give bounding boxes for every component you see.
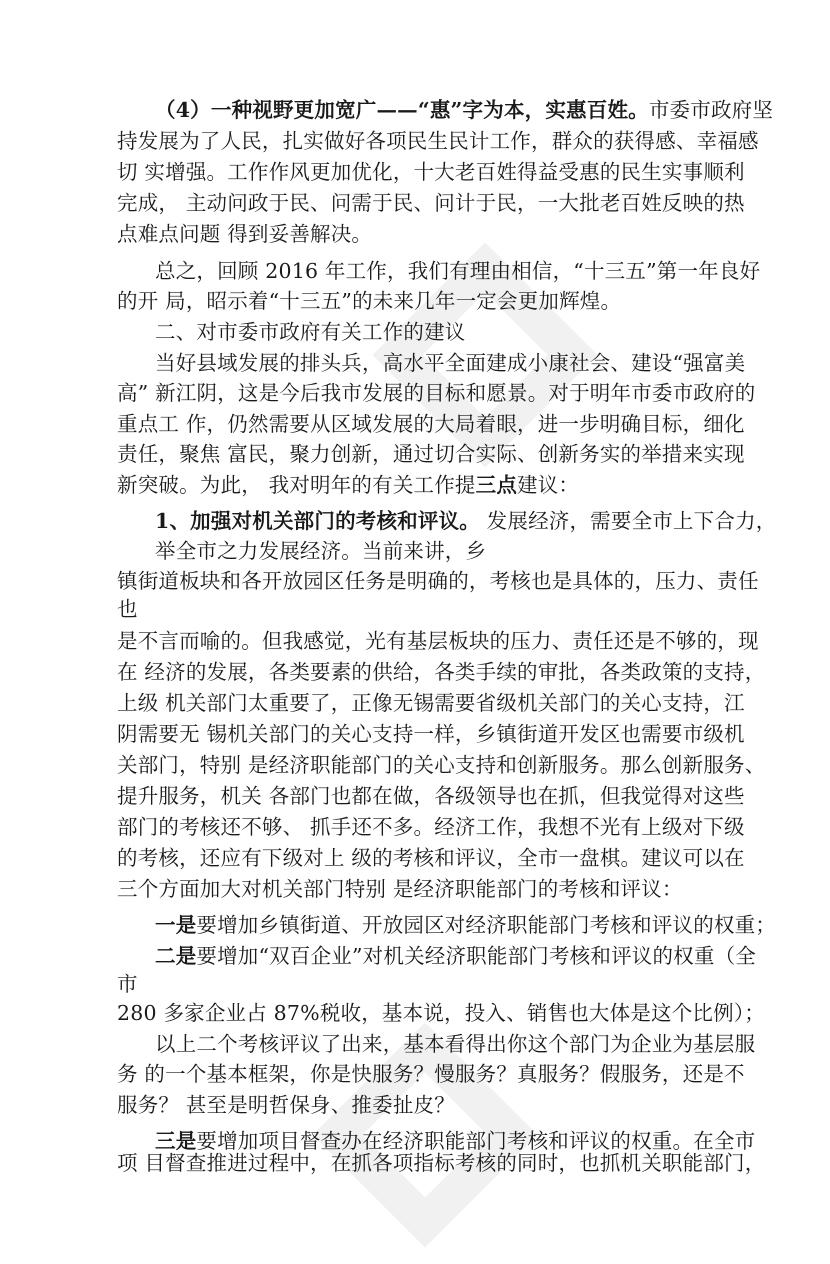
text-line: 持发展为了人民，扎实做好各项民生民计工作，群众的获得感、幸福感 (117, 129, 759, 153)
bold-heading: 1、加强对机关部门的考核和评议。 (155, 509, 480, 533)
text-line: 责任，聚焦 富民，聚力创新，通过切合实际、创新务实的举措来实现 (117, 442, 745, 466)
text-line: 上级 机关部门太重要了，正像无锡需要省级机关部门的关心支持，江 (117, 691, 745, 715)
text-line: 以上二个考核评议了出来，基本看得出你这个部门为企业为基层服 (155, 1032, 756, 1056)
text-line: 务 的一个基本框架，你是快服务？慢服务？真服务？假服务，还是不 (117, 1062, 745, 1086)
text-line: 项 目督查推进过程中，在抓各项指标考核的同时，也抓机关职能部门， (117, 1151, 766, 1175)
text-line: 的考核，还应有下级对上 级的考核和评议，全市一盘棋。建议可以在 (117, 846, 745, 870)
text-line: 完成， 主动问政于民、问需于民、问计于民，一大批老百姓反映的热 (117, 191, 745, 215)
text-line: 阴需要无 锡机关部门的关心支持一样，乡镇街道开发区也需要市级机 (117, 722, 745, 746)
text-line: 三是要增加项目督查办在经济职能部门考核和评议的权重。在全市 (155, 1129, 756, 1153)
text-line: 高” 新江阴，这是今后我市发展的目标和愿景。对于明年市委市政府的 (117, 381, 756, 405)
text-line: 关部门，特别 是经济职能部门的关心支持和创新服务。那么创新服务、 (117, 753, 766, 777)
text-line: 二是要增加“双百企业”对机关经济职能部门考核和评议的权重（全 (155, 944, 756, 968)
bold-lead: 三是 (155, 1129, 197, 1153)
text-line: 镇街道板块和各开放园区任务是明确的，考核也是具体的，压力、责任 (117, 569, 759, 593)
text-line: 新突破。为此， 我对明年的有关工作提三点建议： (117, 473, 580, 497)
bold-lead: 二是 (155, 944, 197, 968)
text-line: （4）一种视野更加宽广——“惠”字为本，实惠百姓。市委市政府坚 (155, 98, 774, 122)
text-line: 举全市之力发展经济。当前来讲，乡 (155, 539, 487, 563)
bold-heading: （4）一种视野更加宽广——“惠”字为本，实惠百姓。 (155, 98, 649, 122)
text-line: 点难点问题 得到妥善解决。 (117, 222, 373, 246)
text-line: 的开 局，昭示着“十三五”的未来几年一定会更加辉煌。 (117, 289, 622, 313)
text-line: 在 经济的发展，各类要素的供给，各类手续的审批，各类政策的支持， (117, 660, 766, 684)
text-line: 重点工 作，仍然需要从区域发展的大局着眼，进一步明确目标，细化 (117, 412, 745, 436)
text-line: 是不言而喻的。但我感觉，光有基层板块的压力、责任还是不够的，现 (117, 629, 759, 653)
section-heading: 二、对市委市政府有关工作的建议 (155, 320, 466, 344)
text-line: 部门的考核还不够、 抓手还不多。经济工作，我想不光有上级对下级 (117, 815, 745, 839)
text-line: 当好县域发展的排头兵，高水平全面建成小康社会、建设“强富美 (155, 351, 746, 375)
bold-lead: 一是 (155, 913, 197, 937)
text-line: 也 (117, 597, 138, 621)
text-line: 三个方面加大对机关部门特别 是经济职能部门的考核和评议： (117, 877, 683, 901)
text-line: 市 (117, 972, 138, 996)
text-line: 切 实增强。工作作风更加优化，十大老百姓得益受惠的民生实事顺利 (117, 160, 745, 184)
text-line: 1、加强对机关部门的考核和评议。 发展经济，需要全市上下合力， (155, 509, 777, 533)
text-line: 280 多家企业占 87%税收，基本说，投入、销售也大体是这个比例）； (117, 1001, 765, 1025)
text-line: 一是要增加乡镇街道、开放园区对经济职能部门考核和评议的权重； (155, 913, 777, 937)
text-line: 服务？ 甚至是明哲保身、推委扯皮？ (117, 1093, 455, 1117)
text-line: 提升服务，机关 各部门也都在做，各级领导也在抓，但我觉得对这些 (117, 784, 745, 808)
text-line: 总之，回顾 2016 年工作，我们有理由相信，“十三五”第一年良好 (155, 259, 761, 283)
